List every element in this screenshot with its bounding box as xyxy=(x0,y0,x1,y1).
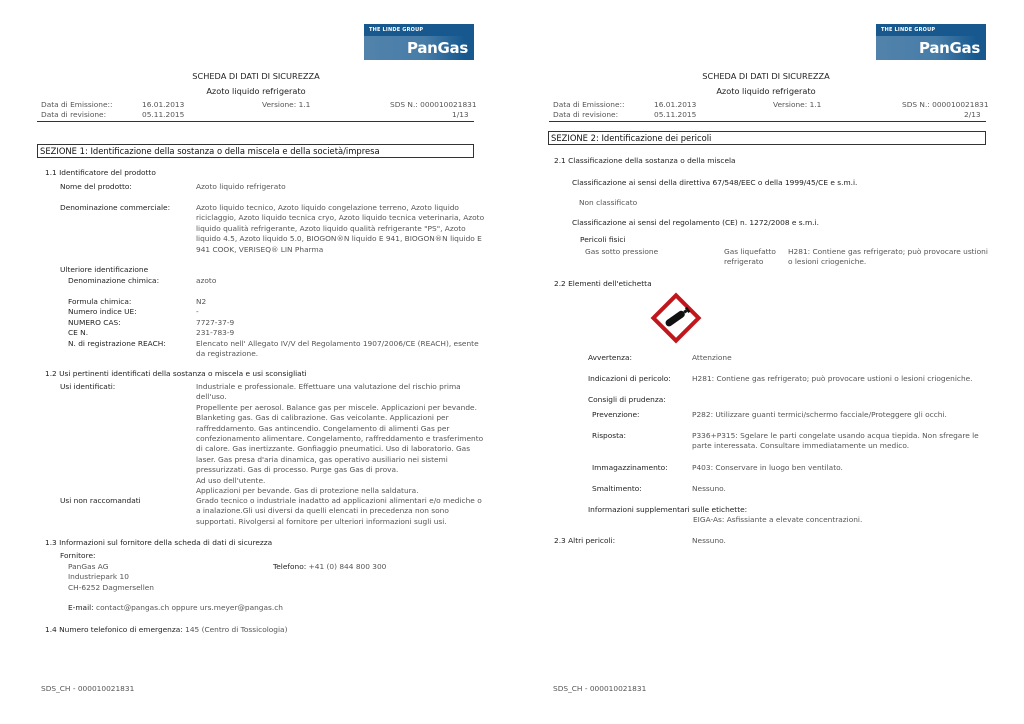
sds-page-2 xyxy=(512,0,1024,724)
identified-uses-label: Usi identificati: xyxy=(60,382,116,391)
revision-date-label: Data di revisione: xyxy=(553,110,619,119)
hazard-category: Gas liquefatto refrigerato xyxy=(724,247,776,267)
chemical-name-label: Denominazione chimica: xyxy=(68,276,160,285)
revision-date-label: Data di revisione: xyxy=(41,110,107,119)
document-title: SCHEDA DI DATI DI SICUREZZA xyxy=(192,71,320,81)
prevention-value: P282: Utilizzare guanti termici/schermo facciale/Proteggere gli occhi. xyxy=(692,410,947,419)
phone-field: Telefono: +41 (0) 844 800 300 xyxy=(273,562,387,571)
page-number: 2/13 xyxy=(964,110,981,119)
sds-number: SDS N.: 000010021831 xyxy=(390,100,477,109)
disposal-value: Nessuno. xyxy=(692,484,726,493)
precautionary-label: Consigli di prudenza: xyxy=(588,395,666,404)
product-subtitle: Azoto liquido refrigerato xyxy=(206,86,306,96)
other-identification-label: Ulteriore identificazione xyxy=(60,265,149,274)
trade-names-value: Azoto liquido tecnico, Azoto liquido congelazione terreno, Azoto liquido riciclaggio, Azoto liquido tecnica cryo, Azoto liquido tecnica veterinaria, Azoto liquido qualità refrigerante, Azoto liquido qualità refrigerante "PS", Azoto liquido 4.5, Azoto liquido 5.0, BIOGON®N liquido E 941, BIOGON®N liquido E 941 COOK, VERISEQ® LIN Pharma xyxy=(196,203,485,254)
hazard-class: Gas sotto pressione xyxy=(585,247,659,256)
hazard-statements-value: H281: Contiene gas refrigerato; può provocare ustioni o lesioni criogeniche. xyxy=(692,374,973,383)
product-name-label: Nome del prodotto: xyxy=(60,182,132,191)
ec-label: CE N. xyxy=(68,328,89,337)
page-footer: SDS_CH - 000010021831 xyxy=(553,684,647,693)
storage-value: P403: Conservare in luogo ben ventilato. xyxy=(692,463,843,472)
header-divider xyxy=(37,121,474,122)
document-title: SCHEDA DI DATI DI SICUREZZA xyxy=(702,71,830,81)
response-value: P336+P315: Sgelare le parti congelate usando acqua tiepida. Non sfregare le parte interessata. Consultare immediatamente un medico. xyxy=(692,431,979,451)
reach-label: N. di registrazione REACH: xyxy=(68,339,166,348)
gas-cylinder-icon xyxy=(649,291,703,345)
other-hazards-label: 2.3 Altri pericoli: xyxy=(554,536,616,545)
email-link[interactable]: contact@pangas.ch oppure urs.meyer@pangas.ch xyxy=(96,603,283,612)
uses-not-recommended-value: Grado tecnico o industriale inadatto ad applicazioni alimentari e/o mediche o a inalazione.Gli usi diversi da quelli elencati in precedenza non sono supportati. Rivolgersi al fornitore per ulteriori informazioni sugli usi. xyxy=(196,496,482,526)
sds-number: SDS N.: 000010021831 xyxy=(902,100,989,109)
cas-value: 7727-37-9 xyxy=(196,318,235,327)
emission-date-value: 16.01.2013 xyxy=(142,100,185,109)
product-subtitle: Azoto liquido refrigerato xyxy=(716,86,816,96)
pangas-logo: THE LINDE GROUP PanGas xyxy=(364,24,474,60)
subsection-2-1: 2.1 Classificazione della sostanza o della miscela xyxy=(554,156,736,165)
prevention-label: Prevenzione: xyxy=(592,410,640,419)
directive-classification: Classificazione ai sensi della direttiva 67/548/EEC o della 1999/45/CE e s.m.i. xyxy=(572,178,858,187)
regulation-classification: Classificazione ai sensi del regolamento (CE) n. 1272/2008 e s.m.i. xyxy=(572,218,819,227)
supplementary-value: EIGA-As: Asfissiante a elevate concentrazioni. xyxy=(693,515,863,524)
ec-value: 231-783-9 xyxy=(196,328,235,337)
trade-names-label: Denominazione commerciale: xyxy=(60,203,171,212)
subsection-1-1: 1.1 Identificatore del prodotto xyxy=(45,168,156,177)
eu-index-value: - xyxy=(196,307,199,316)
response-label: Risposta: xyxy=(592,431,627,440)
other-hazards-value: Nessuno. xyxy=(692,536,726,545)
hazard-statements-label: Indicazioni di pericolo: xyxy=(588,374,671,383)
physical-hazards-label: Pericoli fisici xyxy=(580,235,626,244)
formula-label: Formula chimica: xyxy=(68,297,132,306)
header-divider xyxy=(549,121,986,122)
cas-label: NUMERO CAS: xyxy=(68,318,121,327)
revision-date-value: 05.11.2015 xyxy=(142,110,185,119)
identified-uses-value: Industriale e professionale. Effettuare una valutazione del rischio prima dell'uso. Propellente per aerosol. Balance gas per miscele. Applicazioni per bevande. Blanketing gas. Gas di calibrazione. Gas veicolante. Applicazioni per raffreddamento. Gas antincendio. Congelamento di alimenti Gas per confezionamento alimentare. Congelamento, raffreddamento e trasferimento di calore. Gas inertizzante. Gonfiaggio pneumatici. Uso di laboratorio. Gas laser. Gas presa d'aria dinamica, gas operativo ausiliario nei sistemi pressurizzati. Gas di processo. Purge gas Gas di prova. Ad uso dell'utente. Applicazioni per bevande. Gas di protezione nella saldatura. xyxy=(196,382,484,496)
supplementary-label: Informazioni supplementari sulle etichette: xyxy=(588,505,748,514)
emission-date-value: 16.01.2013 xyxy=(654,100,697,109)
section-2-header: SEZIONE 2: Identificazione dei pericoli xyxy=(548,131,986,145)
supplier-label: Fornitore: xyxy=(60,551,96,560)
formula-value: N2 xyxy=(196,297,207,306)
not-classified-value: Non classificato xyxy=(579,198,638,207)
reach-value: Elencato nell' Allegato IV/V del Regolamento 1907/2006/CE (REACH), esente da registrazione. xyxy=(196,339,479,359)
subsection-1-2: 1.2 Usi pertinenti identificati della sostanza o miscela e usi sconsigliati xyxy=(45,369,307,378)
pangas-logo: THE LINDE GROUP PanGas xyxy=(876,24,986,60)
subsection-1-3: 1.3 Informazioni sul fornitore della scheda di dati di sicurezza xyxy=(45,538,273,547)
product-name-value: Azoto liquido refrigerato xyxy=(196,182,286,191)
chemical-name-value: azoto xyxy=(196,276,217,285)
disposal-label: Smaltimento: xyxy=(592,484,642,493)
email-field: E-mail: contact@pangas.ch oppure urs.meyer@pangas.ch xyxy=(68,603,283,612)
emergency-number: 1.4 Numero telefonico di emergenza: 145 (Centro di Tossicologia) xyxy=(45,625,288,634)
subsection-2-2: 2.2 Elementi dell'etichetta xyxy=(554,279,652,288)
page-number: 1/13 xyxy=(452,110,469,119)
version-label: Versione: 1.1 xyxy=(773,100,822,109)
eu-index-label: Numero indice UE: xyxy=(68,307,137,316)
hazard-statement: H281: Contiene gas refrigerato; può provocare ustioni o lesioni criogeniche. xyxy=(788,247,988,267)
revision-date-value: 05.11.2015 xyxy=(654,110,697,119)
signal-word-value: Attenzione xyxy=(692,353,732,362)
uses-not-recommended-label: Usi non raccomandati xyxy=(60,496,141,505)
supplier-address: PanGas AG Industriepark 10 CH-6252 Dagmersellen xyxy=(68,562,154,592)
emission-date-label: Data di Emissione:: xyxy=(553,100,625,109)
version-label: Versione: 1.1 xyxy=(262,100,311,109)
page-footer: SDS_CH - 000010021831 xyxy=(41,684,135,693)
emission-date-label: Data di Emissione:: xyxy=(41,100,113,109)
section-1-header: SEZIONE 1: Identificazione della sostanza o della miscela e della società/impresa xyxy=(37,144,474,158)
signal-word-label: Avvertenza: xyxy=(588,353,632,362)
storage-label: Immagazzinamento: xyxy=(592,463,668,472)
